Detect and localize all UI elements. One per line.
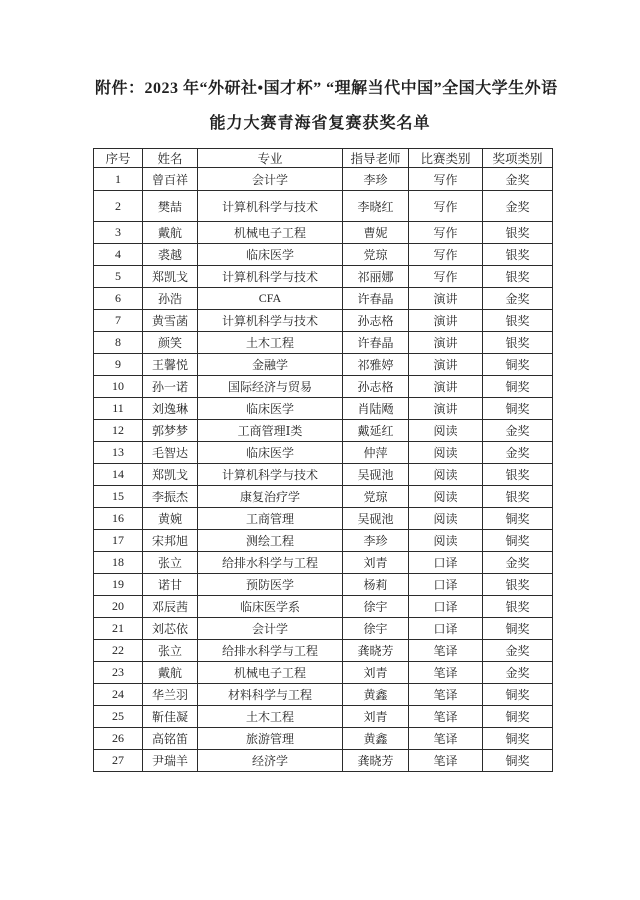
table-cell: 孙浩: [143, 288, 198, 310]
table-cell: 宋邦旭: [143, 530, 198, 552]
table-cell: 14: [94, 464, 143, 486]
table-cell: 临床医学: [198, 442, 343, 464]
table-cell: 写作: [409, 191, 483, 222]
table-cell: 郭梦梦: [143, 420, 198, 442]
table-cell: 银奖: [483, 266, 553, 288]
table-cell: 口译: [409, 574, 483, 596]
column-header-index: 序号: [94, 149, 143, 168]
table-cell: 金奖: [483, 640, 553, 662]
table-cell: 郑凯戈: [143, 266, 198, 288]
table-cell: 土木工程: [198, 332, 343, 354]
table-cell: 5: [94, 266, 143, 288]
table-cell: 李珍: [343, 168, 409, 191]
table-cell: 李振杰: [143, 486, 198, 508]
table-cell: 22: [94, 640, 143, 662]
table-cell: 铜奖: [483, 376, 553, 398]
table-cell: 15: [94, 486, 143, 508]
table-cell: 1: [94, 168, 143, 191]
table-row: [94, 168, 553, 191]
table-cell: 铜奖: [483, 530, 553, 552]
table-cell: 龚晓芳: [343, 750, 409, 772]
table-cell: 口译: [409, 618, 483, 640]
table-row: [94, 552, 553, 574]
table-cell: 会计学: [198, 618, 343, 640]
table-row: [94, 420, 553, 442]
table-row: [94, 684, 553, 706]
table-cell: 刘芯依: [143, 618, 198, 640]
table-cell: 24: [94, 684, 143, 706]
table-cell: 笔译: [409, 750, 483, 772]
table-cell: 龚晓芳: [343, 640, 409, 662]
table-header-row: [94, 149, 553, 168]
table-cell: 11: [94, 398, 143, 420]
table-row: [94, 354, 553, 376]
table-cell: 18: [94, 552, 143, 574]
table-cell: 许春晶: [343, 332, 409, 354]
table-cell: 阅读: [409, 508, 483, 530]
table-cell: 临床医学: [198, 398, 343, 420]
table-row: [94, 728, 553, 750]
table-cell: 高铭笛: [143, 728, 198, 750]
table-cell: 孙一诺: [143, 376, 198, 398]
table-cell: 演讲: [409, 354, 483, 376]
table-cell: 曾百祥: [143, 168, 198, 191]
table-row: [94, 706, 553, 728]
table-row: [94, 266, 553, 288]
table-cell: 阅读: [409, 530, 483, 552]
table-cell: 刘青: [343, 706, 409, 728]
table-cell: 测绘工程: [198, 530, 343, 552]
table-cell: 计算机科学与技术: [198, 191, 343, 222]
column-header-award: 奖项类别: [483, 149, 553, 168]
table-cell: 27: [94, 750, 143, 772]
document-title-line1: 附件：2023 年“外研社•国才杯” “理解当代中国”全国大学生外语: [95, 80, 558, 97]
table-cell: 诺甘: [143, 574, 198, 596]
table-cell: 金奖: [483, 662, 553, 684]
table-cell: 铜奖: [483, 618, 553, 640]
table-row: [94, 574, 553, 596]
table-row: [94, 596, 553, 618]
table-cell: 给排水科学与工程: [198, 552, 343, 574]
table-cell: 金奖: [483, 420, 553, 442]
table-cell: 铜奖: [483, 398, 553, 420]
table-cell: 银奖: [483, 310, 553, 332]
table-cell: 黄婉: [143, 508, 198, 530]
table-cell: 写作: [409, 244, 483, 266]
table-cell: 许春晶: [343, 288, 409, 310]
table-cell: 徐宇: [343, 596, 409, 618]
table-cell: 演讲: [409, 398, 483, 420]
table-cell: 徐宇: [343, 618, 409, 640]
table-cell: 国际经济与贸易: [198, 376, 343, 398]
table-cell: 党琼: [343, 244, 409, 266]
table-cell: 孙志格: [343, 310, 409, 332]
table-cell: 机械电子工程: [198, 222, 343, 244]
table-cell: 银奖: [483, 486, 553, 508]
table-cell: 吴砚池: [343, 464, 409, 486]
table-cell: 黄鑫: [343, 728, 409, 750]
table-cell: 材料科学与工程: [198, 684, 343, 706]
table-cell: 铜奖: [483, 684, 553, 706]
table-cell: 张立: [143, 552, 198, 574]
table-cell: 杨莉: [343, 574, 409, 596]
table-cell: 党琼: [343, 486, 409, 508]
table-cell: 金融学: [198, 354, 343, 376]
table-cell: 金奖: [483, 288, 553, 310]
table-cell: 靳佳凝: [143, 706, 198, 728]
table-cell: 刘青: [343, 662, 409, 684]
table-cell: 口译: [409, 596, 483, 618]
table-cell: 祁丽娜: [343, 266, 409, 288]
table-cell: 戴航: [143, 662, 198, 684]
column-header-advisor: 指导老师: [343, 149, 409, 168]
table-cell: 预防医学: [198, 574, 343, 596]
table-cell: 笔译: [409, 728, 483, 750]
table-cell: 会计学: [198, 168, 343, 191]
table-cell: 13: [94, 442, 143, 464]
table-cell: 王馨悦: [143, 354, 198, 376]
table-cell: 黄雪菡: [143, 310, 198, 332]
table-cell: 9: [94, 354, 143, 376]
table-cell: 阅读: [409, 486, 483, 508]
table-cell: 裘越: [143, 244, 198, 266]
table-cell: 阅读: [409, 464, 483, 486]
table-row: [94, 662, 553, 684]
table-cell: 李珍: [343, 530, 409, 552]
table-cell: 黄鑫: [343, 684, 409, 706]
table-cell: 给排水科学与工程: [198, 640, 343, 662]
table-cell: 金奖: [483, 191, 553, 222]
table-cell: 铜奖: [483, 354, 553, 376]
column-header-name: 姓名: [143, 149, 198, 168]
table-row: [94, 222, 553, 244]
table-cell: 旅游管理: [198, 728, 343, 750]
table-row: [94, 288, 553, 310]
table-row: [94, 530, 553, 552]
table-row: [94, 191, 553, 222]
table-row: [94, 618, 553, 640]
table-cell: 银奖: [483, 222, 553, 244]
table-cell: 肖陆飏: [343, 398, 409, 420]
table-cell: 康复治疗学: [198, 486, 343, 508]
table-cell: 刘青: [343, 552, 409, 574]
table-cell: 戴航: [143, 222, 198, 244]
table-row: [94, 376, 553, 398]
table-cell: 2: [94, 191, 143, 222]
table-cell: 李晓红: [343, 191, 409, 222]
table-cell: 金奖: [483, 442, 553, 464]
table-cell: 写作: [409, 266, 483, 288]
table-cell: 张立: [143, 640, 198, 662]
table-cell: 仲萍: [343, 442, 409, 464]
table-cell: 写作: [409, 222, 483, 244]
table-cell: 21: [94, 618, 143, 640]
table-cell: 祁雅婷: [343, 354, 409, 376]
table-cell: 邓辰茜: [143, 596, 198, 618]
table-row: [94, 750, 553, 772]
table-cell: 银奖: [483, 332, 553, 354]
table-row: [94, 640, 553, 662]
table-row: [94, 508, 553, 530]
table-cell: 土木工程: [198, 706, 343, 728]
table-cell: 经济学: [198, 750, 343, 772]
table-cell: 银奖: [483, 244, 553, 266]
table-cell: 12: [94, 420, 143, 442]
table-cell: 计算机科学与技术: [198, 464, 343, 486]
table-row: [94, 310, 553, 332]
table-cell: 7: [94, 310, 143, 332]
table-cell: 计算机科学与技术: [198, 310, 343, 332]
table-cell: 演讲: [409, 332, 483, 354]
table-cell: 3: [94, 222, 143, 244]
column-header-major: 专业: [198, 149, 343, 168]
table-cell: 演讲: [409, 376, 483, 398]
table-row: [94, 464, 553, 486]
table-cell: 笔译: [409, 684, 483, 706]
table-cell: 4: [94, 244, 143, 266]
table-cell: 19: [94, 574, 143, 596]
table-cell: 写作: [409, 168, 483, 191]
table-cell: 尹瑞羊: [143, 750, 198, 772]
table-cell: 演讲: [409, 310, 483, 332]
table-row: [94, 398, 553, 420]
table-cell: 临床医学系: [198, 596, 343, 618]
table-cell: 华兰羽: [143, 684, 198, 706]
table-cell: 口译: [409, 552, 483, 574]
table-cell: 吴砚池: [343, 508, 409, 530]
table-cell: 银奖: [483, 464, 553, 486]
table-cell: 郑凯戈: [143, 464, 198, 486]
table-cell: 金奖: [483, 168, 553, 191]
table-cell: 铜奖: [483, 706, 553, 728]
table-cell: 25: [94, 706, 143, 728]
table-cell: 演讲: [409, 288, 483, 310]
document-title-line2: 能力大赛青海省复赛获奖名单: [209, 115, 431, 132]
table-cell: 戴延红: [343, 420, 409, 442]
column-header-category: 比赛类别: [409, 149, 483, 168]
table-cell: 工商管理: [198, 508, 343, 530]
table-cell: 阅读: [409, 420, 483, 442]
table-cell: 26: [94, 728, 143, 750]
table-cell: 银奖: [483, 596, 553, 618]
table-cell: 铜奖: [483, 728, 553, 750]
table-cell: 颜笑: [143, 332, 198, 354]
table-cell: 机械电子工程: [198, 662, 343, 684]
table-cell: 计算机科学与技术: [198, 266, 343, 288]
table-row: [94, 486, 553, 508]
table-cell: 曹妮: [343, 222, 409, 244]
table-cell: 笔译: [409, 662, 483, 684]
table-cell: 孙志格: [343, 376, 409, 398]
document-title: [0, 80, 640, 133]
table-cell: 17: [94, 530, 143, 552]
table-cell: CFA: [198, 288, 343, 310]
table-cell: 银奖: [483, 574, 553, 596]
table-cell: 毛智达: [143, 442, 198, 464]
table-cell: 樊喆: [143, 191, 198, 222]
table-cell: 铜奖: [483, 508, 553, 530]
awards-table: [93, 148, 553, 772]
table-cell: 铜奖: [483, 750, 553, 772]
table-cell: 工商管理Ⅰ类: [198, 420, 343, 442]
table-cell: 金奖: [483, 552, 553, 574]
table-cell: 6: [94, 288, 143, 310]
table-cell: 16: [94, 508, 143, 530]
table-cell: 笔译: [409, 706, 483, 728]
table-cell: 临床医学: [198, 244, 343, 266]
table-cell: 23: [94, 662, 143, 684]
table-row: [94, 244, 553, 266]
table-cell: 20: [94, 596, 143, 618]
table-cell: 笔译: [409, 640, 483, 662]
table-row: [94, 332, 553, 354]
table-cell: 8: [94, 332, 143, 354]
table-cell: 刘逸琳: [143, 398, 198, 420]
table-cell: 10: [94, 376, 143, 398]
table-row: [94, 442, 553, 464]
table-cell: 阅读: [409, 442, 483, 464]
